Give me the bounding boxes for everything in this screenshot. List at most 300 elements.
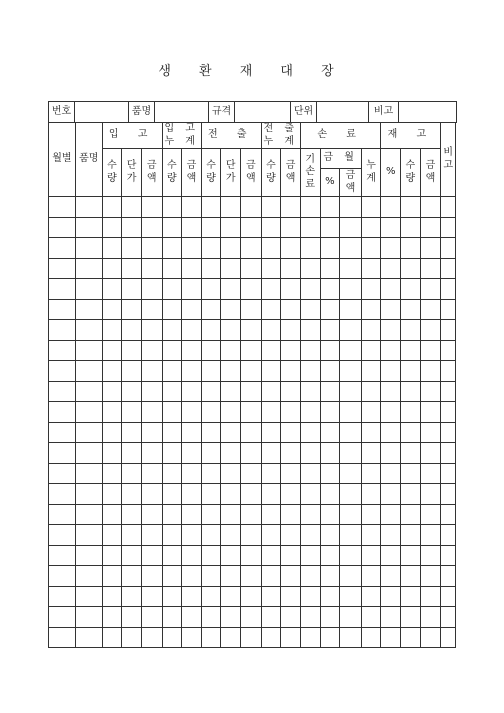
entry-cell[interactable]	[49, 586, 76, 607]
entry-cell[interactable]	[221, 422, 241, 443]
entry-cell[interactable]	[49, 504, 76, 525]
entry-cell[interactable]	[261, 627, 281, 648]
entry-cell[interactable]	[141, 197, 162, 218]
entry-cell[interactable]	[141, 525, 162, 546]
entry-cell[interactable]	[401, 525, 421, 546]
entry-cell[interactable]	[320, 525, 340, 546]
entry-cell[interactable]	[162, 217, 182, 238]
entry-cell[interactable]	[241, 422, 262, 443]
entry-cell[interactable]	[420, 299, 441, 320]
entry-cell[interactable]	[320, 463, 340, 484]
entry-cell[interactable]	[420, 627, 441, 648]
entry-cell[interactable]	[201, 422, 221, 443]
entry-cell[interactable]	[401, 607, 421, 628]
entry-cell[interactable]	[102, 545, 122, 566]
entry-cell[interactable]	[122, 361, 142, 382]
entry-cell[interactable]	[381, 422, 401, 443]
entry-cell[interactable]	[162, 463, 182, 484]
entry-cell[interactable]	[300, 545, 320, 566]
entry-cell[interactable]	[221, 607, 241, 628]
entry-cell[interactable]	[122, 197, 142, 218]
entry-cell[interactable]	[420, 361, 441, 382]
entry-cell[interactable]	[102, 566, 122, 587]
entry-cell[interactable]	[441, 545, 456, 566]
entry-cell[interactable]	[241, 361, 262, 382]
entry-cell[interactable]	[361, 320, 381, 341]
entry-cell[interactable]	[241, 279, 262, 300]
entry-cell[interactable]	[75, 607, 102, 628]
entry-cell[interactable]	[49, 402, 76, 423]
entry-cell[interactable]	[75, 443, 102, 464]
entry-cell[interactable]	[102, 258, 122, 279]
entry-cell[interactable]	[182, 197, 202, 218]
entry-cell[interactable]	[361, 607, 381, 628]
entry-cell[interactable]	[182, 217, 202, 238]
entry-cell[interactable]	[300, 607, 320, 628]
entry-cell[interactable]	[281, 607, 301, 628]
entry-cell[interactable]	[381, 463, 401, 484]
entry-cell[interactable]	[420, 197, 441, 218]
entry-cell[interactable]	[221, 463, 241, 484]
entry-cell[interactable]	[420, 504, 441, 525]
entry-cell[interactable]	[420, 422, 441, 443]
entry-cell[interactable]	[300, 422, 320, 443]
entry-cell[interactable]	[49, 279, 76, 300]
entry-cell[interactable]	[241, 340, 262, 361]
entry-cell[interactable]	[102, 197, 122, 218]
entry-cell[interactable]	[300, 525, 320, 546]
entry-cell[interactable]	[141, 320, 162, 341]
entry-cell[interactable]	[201, 566, 221, 587]
entry-cell[interactable]	[122, 258, 142, 279]
entry-cell[interactable]	[122, 607, 142, 628]
entry-cell[interactable]	[182, 504, 202, 525]
entry-cell[interactable]	[340, 320, 362, 341]
entry-cell[interactable]	[441, 402, 456, 423]
entry-cell[interactable]	[201, 402, 221, 423]
entry-cell[interactable]	[162, 238, 182, 259]
entry-cell[interactable]	[300, 443, 320, 464]
entry-cell[interactable]	[261, 299, 281, 320]
entry-cell[interactable]	[162, 443, 182, 464]
entry-cell[interactable]	[49, 320, 76, 341]
entry-cell[interactable]	[381, 217, 401, 238]
entry-cell[interactable]	[320, 217, 340, 238]
entry-cell[interactable]	[340, 361, 362, 382]
entry-cell[interactable]	[441, 566, 456, 587]
entry-cell[interactable]	[261, 320, 281, 341]
entry-cell[interactable]	[420, 381, 441, 402]
entry-cell[interactable]	[122, 586, 142, 607]
entry-cell[interactable]	[75, 279, 102, 300]
entry-cell[interactable]	[182, 299, 202, 320]
entry-cell[interactable]	[122, 422, 142, 443]
entry-cell[interactable]	[340, 463, 362, 484]
entry-cell[interactable]	[141, 258, 162, 279]
entry-cell[interactable]	[261, 463, 281, 484]
entry-cell[interactable]	[320, 443, 340, 464]
entry-cell[interactable]	[75, 402, 102, 423]
entry-cell[interactable]	[141, 402, 162, 423]
entry-cell[interactable]	[361, 484, 381, 505]
entry-cell[interactable]	[381, 197, 401, 218]
entry-cell[interactable]	[381, 402, 401, 423]
entry-cell[interactable]	[141, 627, 162, 648]
entry-cell[interactable]	[361, 361, 381, 382]
entry-cell[interactable]	[182, 320, 202, 341]
entry-cell[interactable]	[102, 484, 122, 505]
entry-cell[interactable]	[300, 361, 320, 382]
entry-cell[interactable]	[261, 279, 281, 300]
entry-cell[interactable]	[241, 504, 262, 525]
entry-cell[interactable]	[261, 422, 281, 443]
entry-cell[interactable]	[162, 586, 182, 607]
entry-cell[interactable]	[221, 258, 241, 279]
entry-cell[interactable]	[320, 607, 340, 628]
entry-cell[interactable]	[401, 443, 421, 464]
entry-cell[interactable]	[381, 627, 401, 648]
entry-cell[interactable]	[49, 299, 76, 320]
entry-cell[interactable]	[420, 607, 441, 628]
entry-cell[interactable]	[162, 258, 182, 279]
entry-cell[interactable]	[141, 361, 162, 382]
entry-cell[interactable]	[401, 627, 421, 648]
entry-cell[interactable]	[441, 607, 456, 628]
entry-cell[interactable]	[401, 484, 421, 505]
entry-cell[interactable]	[320, 238, 340, 259]
no-field[interactable]	[75, 102, 129, 123]
entry-cell[interactable]	[75, 504, 102, 525]
entry-cell[interactable]	[122, 545, 142, 566]
entry-cell[interactable]	[162, 545, 182, 566]
entry-cell[interactable]	[141, 422, 162, 443]
entry-cell[interactable]	[122, 504, 142, 525]
entry-cell[interactable]	[221, 504, 241, 525]
entry-cell[interactable]	[221, 340, 241, 361]
entry-cell[interactable]	[340, 197, 362, 218]
entry-cell[interactable]	[281, 238, 301, 259]
entry-cell[interactable]	[201, 340, 221, 361]
entry-cell[interactable]	[102, 504, 122, 525]
entry-cell[interactable]	[49, 484, 76, 505]
entry-cell[interactable]	[420, 402, 441, 423]
entry-cell[interactable]	[221, 443, 241, 464]
entry-cell[interactable]	[361, 340, 381, 361]
entry-cell[interactable]	[141, 463, 162, 484]
entry-cell[interactable]	[49, 258, 76, 279]
entry-cell[interactable]	[300, 217, 320, 238]
entry-cell[interactable]	[401, 504, 421, 525]
entry-cell[interactable]	[320, 422, 340, 443]
entry-cell[interactable]	[75, 484, 102, 505]
entry-cell[interactable]	[182, 463, 202, 484]
entry-cell[interactable]	[141, 381, 162, 402]
entry-cell[interactable]	[75, 340, 102, 361]
item-field[interactable]	[155, 102, 209, 123]
entry-cell[interactable]	[201, 299, 221, 320]
entry-cell[interactable]	[320, 627, 340, 648]
entry-cell[interactable]	[401, 320, 421, 341]
entry-cell[interactable]	[401, 545, 421, 566]
entry-cell[interactable]	[102, 607, 122, 628]
entry-cell[interactable]	[441, 238, 456, 259]
entry-cell[interactable]	[182, 443, 202, 464]
entry-cell[interactable]	[281, 484, 301, 505]
entry-cell[interactable]	[340, 402, 362, 423]
entry-cell[interactable]	[420, 238, 441, 259]
entry-cell[interactable]	[381, 484, 401, 505]
entry-cell[interactable]	[340, 525, 362, 546]
entry-cell[interactable]	[281, 279, 301, 300]
entry-cell[interactable]	[441, 217, 456, 238]
entry-cell[interactable]	[162, 279, 182, 300]
entry-cell[interactable]	[141, 340, 162, 361]
entry-cell[interactable]	[300, 258, 320, 279]
entry-cell[interactable]	[102, 217, 122, 238]
entry-cell[interactable]	[300, 586, 320, 607]
entry-cell[interactable]	[261, 381, 281, 402]
entry-cell[interactable]	[320, 381, 340, 402]
entry-cell[interactable]	[241, 217, 262, 238]
entry-cell[interactable]	[361, 217, 381, 238]
entry-cell[interactable]	[241, 258, 262, 279]
entry-cell[interactable]	[340, 217, 362, 238]
entry-cell[interactable]	[201, 525, 221, 546]
entry-cell[interactable]	[221, 484, 241, 505]
entry-cell[interactable]	[401, 279, 421, 300]
entry-cell[interactable]	[122, 525, 142, 546]
entry-cell[interactable]	[182, 586, 202, 607]
entry-cell[interactable]	[441, 258, 456, 279]
entry-cell[interactable]	[300, 566, 320, 587]
entry-cell[interactable]	[420, 463, 441, 484]
entry-cell[interactable]	[241, 525, 262, 546]
entry-cell[interactable]	[102, 443, 122, 464]
entry-cell[interactable]	[420, 566, 441, 587]
entry-cell[interactable]	[401, 422, 421, 443]
entry-cell[interactable]	[401, 402, 421, 423]
entry-cell[interactable]	[381, 320, 401, 341]
entry-cell[interactable]	[182, 381, 202, 402]
entry-cell[interactable]	[261, 566, 281, 587]
entry-cell[interactable]	[261, 443, 281, 464]
entry-cell[interactable]	[441, 586, 456, 607]
entry-cell[interactable]	[281, 217, 301, 238]
entry-cell[interactable]	[441, 422, 456, 443]
entry-cell[interactable]	[441, 627, 456, 648]
entry-cell[interactable]	[441, 443, 456, 464]
entry-cell[interactable]	[441, 381, 456, 402]
entry-cell[interactable]	[281, 320, 301, 341]
entry-cell[interactable]	[241, 443, 262, 464]
entry-cell[interactable]	[320, 545, 340, 566]
entry-cell[interactable]	[75, 545, 102, 566]
entry-cell[interactable]	[441, 279, 456, 300]
entry-cell[interactable]	[75, 197, 102, 218]
entry-cell[interactable]	[340, 566, 362, 587]
entry-cell[interactable]	[261, 361, 281, 382]
entry-cell[interactable]	[340, 299, 362, 320]
entry-cell[interactable]	[49, 217, 76, 238]
entry-cell[interactable]	[340, 627, 362, 648]
entry-cell[interactable]	[261, 402, 281, 423]
entry-cell[interactable]	[361, 566, 381, 587]
entry-cell[interactable]	[340, 484, 362, 505]
entry-cell[interactable]	[141, 299, 162, 320]
entry-cell[interactable]	[75, 299, 102, 320]
entry-cell[interactable]	[261, 545, 281, 566]
entry-cell[interactable]	[320, 402, 340, 423]
entry-cell[interactable]	[381, 258, 401, 279]
entry-cell[interactable]	[361, 443, 381, 464]
entry-cell[interactable]	[201, 484, 221, 505]
entry-cell[interactable]	[221, 627, 241, 648]
entry-cell[interactable]	[49, 545, 76, 566]
entry-cell[interactable]	[281, 463, 301, 484]
entry-cell[interactable]	[75, 627, 102, 648]
entry-cell[interactable]	[241, 566, 262, 587]
entry-cell[interactable]	[201, 381, 221, 402]
entry-cell[interactable]	[381, 504, 401, 525]
entry-cell[interactable]	[420, 525, 441, 546]
entry-cell[interactable]	[221, 320, 241, 341]
entry-cell[interactable]	[261, 258, 281, 279]
entry-cell[interactable]	[401, 361, 421, 382]
entry-cell[interactable]	[381, 340, 401, 361]
entry-cell[interactable]	[381, 361, 401, 382]
entry-cell[interactable]	[420, 279, 441, 300]
entry-cell[interactable]	[420, 586, 441, 607]
entry-cell[interactable]	[361, 299, 381, 320]
entry-cell[interactable]	[49, 566, 76, 587]
entry-cell[interactable]	[102, 320, 122, 341]
entry-cell[interactable]	[75, 361, 102, 382]
entry-cell[interactable]	[141, 217, 162, 238]
entry-cell[interactable]	[420, 545, 441, 566]
entry-cell[interactable]	[162, 340, 182, 361]
entry-cell[interactable]	[102, 463, 122, 484]
entry-cell[interactable]	[361, 525, 381, 546]
entry-cell[interactable]	[241, 627, 262, 648]
entry-cell[interactable]	[361, 381, 381, 402]
entry-cell[interactable]	[241, 197, 262, 218]
entry-cell[interactable]	[182, 484, 202, 505]
entry-cell[interactable]	[49, 361, 76, 382]
entry-cell[interactable]	[401, 340, 421, 361]
entry-cell[interactable]	[241, 586, 262, 607]
entry-cell[interactable]	[49, 422, 76, 443]
entry-cell[interactable]	[281, 340, 301, 361]
entry-cell[interactable]	[281, 258, 301, 279]
entry-cell[interactable]	[281, 197, 301, 218]
entry-cell[interactable]	[122, 484, 142, 505]
entry-cell[interactable]	[340, 504, 362, 525]
entry-cell[interactable]	[162, 381, 182, 402]
entry-cell[interactable]	[381, 586, 401, 607]
entry-cell[interactable]	[122, 217, 142, 238]
entry-cell[interactable]	[182, 340, 202, 361]
entry-cell[interactable]	[141, 566, 162, 587]
entry-cell[interactable]	[340, 545, 362, 566]
entry-cell[interactable]	[340, 340, 362, 361]
entry-cell[interactable]	[401, 258, 421, 279]
entry-cell[interactable]	[75, 422, 102, 443]
entry-cell[interactable]	[241, 463, 262, 484]
entry-cell[interactable]	[361, 463, 381, 484]
entry-cell[interactable]	[320, 197, 340, 218]
entry-cell[interactable]	[162, 320, 182, 341]
entry-cell[interactable]	[261, 340, 281, 361]
entry-cell[interactable]	[122, 443, 142, 464]
entry-cell[interactable]	[401, 463, 421, 484]
entry-cell[interactable]	[441, 525, 456, 546]
entry-cell[interactable]	[75, 381, 102, 402]
entry-cell[interactable]	[261, 238, 281, 259]
entry-cell[interactable]	[141, 279, 162, 300]
entry-cell[interactable]	[381, 545, 401, 566]
entry-cell[interactable]	[401, 566, 421, 587]
entry-cell[interactable]	[281, 586, 301, 607]
entry-cell[interactable]	[281, 402, 301, 423]
entry-cell[interactable]	[75, 463, 102, 484]
entry-cell[interactable]	[182, 361, 202, 382]
entry-cell[interactable]	[49, 607, 76, 628]
entry-cell[interactable]	[401, 217, 421, 238]
entry-cell[interactable]	[340, 279, 362, 300]
entry-cell[interactable]	[261, 197, 281, 218]
entry-cell[interactable]	[221, 381, 241, 402]
entry-cell[interactable]	[300, 340, 320, 361]
entry-cell[interactable]	[201, 279, 221, 300]
entry-cell[interactable]	[122, 627, 142, 648]
entry-cell[interactable]	[361, 238, 381, 259]
entry-cell[interactable]	[361, 545, 381, 566]
entry-cell[interactable]	[261, 525, 281, 546]
entry-cell[interactable]	[49, 443, 76, 464]
entry-cell[interactable]	[381, 443, 401, 464]
entry-cell[interactable]	[300, 627, 320, 648]
entry-cell[interactable]	[361, 422, 381, 443]
entry-cell[interactable]	[141, 238, 162, 259]
entry-cell[interactable]	[241, 402, 262, 423]
entry-cell[interactable]	[241, 238, 262, 259]
entry-cell[interactable]	[241, 381, 262, 402]
entry-cell[interactable]	[221, 545, 241, 566]
entry-cell[interactable]	[441, 197, 456, 218]
entry-cell[interactable]	[75, 238, 102, 259]
entry-cell[interactable]	[221, 299, 241, 320]
entry-cell[interactable]	[221, 402, 241, 423]
entry-cell[interactable]	[261, 504, 281, 525]
note-field[interactable]	[399, 102, 457, 123]
entry-cell[interactable]	[381, 238, 401, 259]
entry-cell[interactable]	[162, 525, 182, 546]
entry-cell[interactable]	[441, 340, 456, 361]
entry-cell[interactable]	[381, 607, 401, 628]
entry-cell[interactable]	[241, 545, 262, 566]
entry-cell[interactable]	[122, 320, 142, 341]
entry-cell[interactable]	[420, 320, 441, 341]
entry-cell[interactable]	[141, 586, 162, 607]
entry-cell[interactable]	[162, 361, 182, 382]
entry-cell[interactable]	[182, 607, 202, 628]
entry-cell[interactable]	[201, 586, 221, 607]
entry-cell[interactable]	[441, 504, 456, 525]
entry-cell[interactable]	[122, 381, 142, 402]
entry-cell[interactable]	[201, 197, 221, 218]
entry-cell[interactable]	[340, 258, 362, 279]
entry-cell[interactable]	[75, 566, 102, 587]
